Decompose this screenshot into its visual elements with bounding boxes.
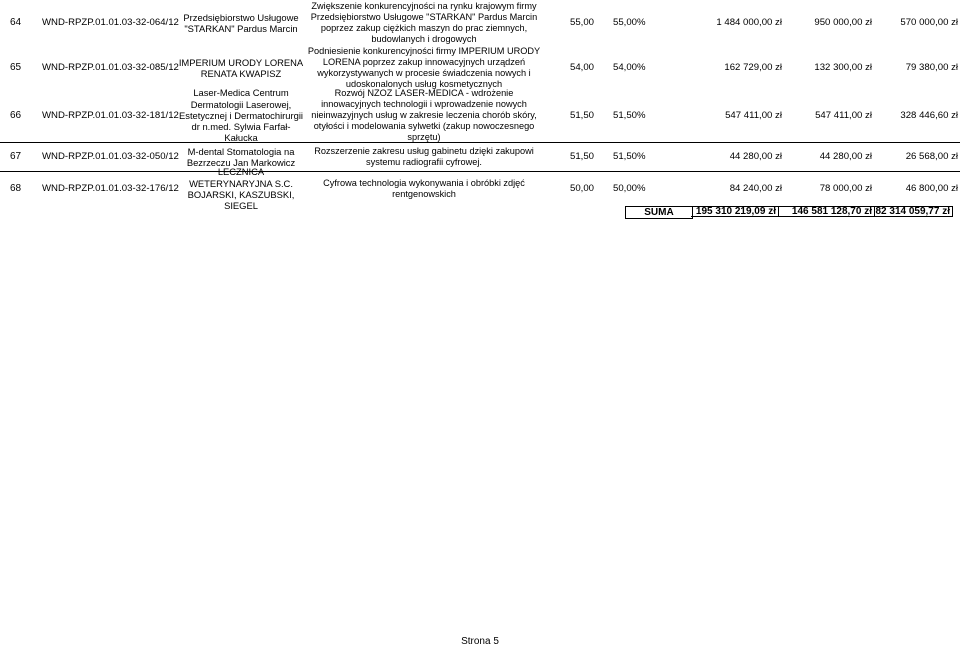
eligible-value: 950 000,00 zł bbox=[814, 17, 872, 29]
eligible-value: 547 411,00 zł bbox=[815, 109, 872, 121]
row-number: 66 bbox=[10, 109, 22, 121]
total-value: 84 240,00 zł bbox=[729, 183, 782, 195]
project-title: Rozszerzenie zakresu usług gabinetu dzięki zakupowi systemu radiografii cyfrowej. bbox=[314, 145, 534, 167]
score: 51,50 bbox=[570, 109, 595, 121]
eligible-value: 78 000,00 zł bbox=[819, 183, 872, 195]
grant-amount: 79 380,00 zł bbox=[905, 62, 958, 74]
eligible-value: 44 280,00 zł bbox=[819, 151, 872, 163]
project-title: Podniesienie konkurencyjności firmy IMPERIUM URODY LORENA poprzez zakup innowacyjnych urządzeń wykorzystywanych w procesie świadczenia nowych i udoskonalonych usług kosmetycznych bbox=[307, 45, 541, 90]
score-percent: 51,50% bbox=[613, 109, 646, 121]
table-row bbox=[0, 143, 960, 171]
grant-amount: 26 568,00 zł bbox=[905, 151, 958, 163]
summary-label bbox=[625, 206, 693, 219]
application-code: WND-RPZP.01.01.03-32-064/12 bbox=[42, 17, 179, 29]
summary-eligible-value bbox=[779, 206, 875, 217]
row-number: 68 bbox=[10, 183, 22, 194]
application-code: WND-RPZP.01.01.03-32-085/12 bbox=[42, 62, 179, 74]
summary-grant bbox=[875, 206, 953, 217]
total-value: 162 729,00 zł bbox=[724, 62, 782, 74]
score: 54,00 bbox=[570, 62, 595, 74]
application-code: WND-RPZP.01.01.03-32-181/12 bbox=[42, 109, 179, 121]
score-percent: 51,50% bbox=[613, 151, 646, 163]
row-number: 64 bbox=[10, 17, 22, 28]
grant-amount: 46 800,00 zł bbox=[905, 183, 958, 195]
table-row bbox=[0, 87, 960, 144]
score-percent: 54,00% bbox=[613, 62, 646, 74]
application-code: WND-RPZP.01.01.03-32-050/12 bbox=[42, 151, 179, 163]
total-value: 547 411,00 zł bbox=[725, 109, 782, 121]
summary-label-text: SUMA bbox=[644, 207, 674, 218]
row-number: 65 bbox=[10, 62, 22, 73]
grant-amount: 570 000,00 zł bbox=[900, 17, 958, 29]
eligible-value: 132 300,00 zł bbox=[814, 62, 872, 74]
table-row bbox=[0, 46, 960, 90]
project-title: Zwiększenie konkurencyjności na rynku krajowym firmy Przedsiębiorstwo Usługowe "STARKAN" Pardus Marcin poprzez zakup ciężkich maszyn do prac ziemnych, budowlanych i drogowych bbox=[310, 0, 538, 45]
page-number: Strona 5 bbox=[461, 636, 499, 647]
score: 51,50 bbox=[570, 151, 595, 163]
score-percent: 50,00% bbox=[613, 183, 646, 195]
score: 50,00 bbox=[570, 183, 595, 195]
beneficiary-name: Laser-Medica Centrum Dermatologii Laserowej, Estetycznej i Dermatochirurgii dr n.med. Sylwia Farfał-Kałucka bbox=[179, 87, 303, 144]
project-title: Rozwój NZOZ LASER-MEDICA - wdrożenie innowacyjnych technologii i wprowadzenie nowych nieinwazyjnych usług w zakresie leczenia chorób skóry, otyłości i modelowania sylwetki (zakup nowoczesnego sprzętu) bbox=[311, 87, 537, 143]
grant-amount: 328 446,60 zł bbox=[900, 109, 958, 121]
total-value: 44 280,00 zł bbox=[729, 151, 782, 163]
summary-eligible-value-text: 146 581 128,70 zł bbox=[791, 206, 872, 217]
summary-total-value bbox=[691, 206, 779, 217]
table-row bbox=[0, 0, 960, 46]
beneficiary-name: M-dental Stomatologia na Bezrzeczu Jan Markowicz bbox=[186, 145, 296, 168]
row-number: 67 bbox=[10, 151, 22, 162]
score: 55,00 bbox=[570, 17, 595, 29]
summary-total-value-text: 195 310 219,09 zł bbox=[695, 206, 776, 217]
summary-grant-text: 82 314 059,77 zł bbox=[875, 206, 950, 217]
application-code: WND-RPZP.01.01.03-32-176/12 bbox=[42, 183, 179, 195]
beneficiary-name: LECZNICA WETERYNARYJNA S.C. BOJARSKI, KASZUBSKI, SIEGEL bbox=[187, 166, 295, 212]
beneficiary-name: Przedsiębiorstwo Usługowe "STARKAN" Pardus Marcin bbox=[183, 11, 299, 34]
project-title: Cyfrowa technologia wykonywania i obróbki zdjęć rentgenowskich bbox=[323, 177, 525, 199]
score-percent: 55,00% bbox=[613, 17, 646, 29]
beneficiary-name: IMPERIUM URODY LORENA RENATA KWAPISZ bbox=[178, 56, 304, 79]
total-value: 1 484 000,00 zł bbox=[716, 17, 782, 29]
